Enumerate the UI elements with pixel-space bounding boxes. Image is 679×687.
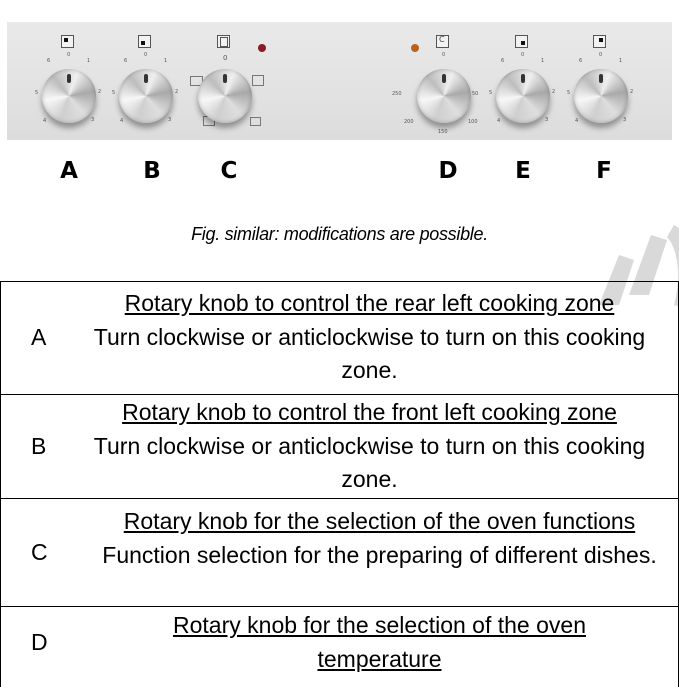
temp-scale-0: 0 [442, 52, 446, 58]
scale-2: 2 [552, 89, 556, 95]
scale-0: 0 [223, 54, 228, 62]
scale-2: 2 [175, 89, 179, 95]
knob-group-e [483, 22, 563, 140]
zone-front-right-icon [515, 35, 528, 48]
scale-1: 1 [164, 58, 168, 64]
knob-label-e: E [515, 158, 531, 184]
temp-scale-100: 100 [468, 119, 478, 125]
scale-6: 6 [579, 58, 583, 64]
scale-5: 5 [489, 90, 493, 96]
knob-c[interactable] [198, 69, 252, 123]
scale-2: 2 [630, 89, 634, 95]
row-key: D [31, 629, 48, 656]
scale-1: 1 [541, 58, 545, 64]
knob-label-f: F [596, 158, 612, 184]
scale-0: 0 [67, 52, 71, 58]
scale-5: 5 [567, 90, 571, 96]
figure-caption: Fig. similar: modifications are possible. [191, 224, 488, 244]
knob-pointer [144, 74, 148, 83]
scale-5: 5 [35, 90, 39, 96]
oven-function-icon [217, 35, 230, 48]
row-key: A [31, 324, 47, 351]
scale-6: 6 [124, 58, 128, 64]
zone-rear-right-icon [593, 35, 606, 48]
knob-e[interactable] [496, 69, 550, 123]
knob-pointer [521, 74, 525, 83]
scale-5: 5 [112, 90, 116, 96]
scale-3: 3 [91, 117, 95, 123]
controls-table [0, 281, 679, 687]
scale-2: 2 [98, 89, 102, 95]
scale-0: 0 [144, 52, 148, 58]
scale-4: 4 [120, 118, 124, 124]
knob-group-c [185, 22, 265, 140]
knob-pointer [223, 74, 227, 83]
knob-group-f [561, 22, 641, 140]
scale-3: 3 [623, 117, 627, 123]
control-panel-figure [7, 22, 672, 140]
scale-3: 3 [168, 117, 172, 123]
zone-rear-left-icon [61, 35, 74, 48]
knob-label-c: C [220, 158, 238, 184]
table-row-d [0, 607, 679, 687]
row-key: B [31, 432, 47, 459]
knob-a[interactable] [42, 69, 96, 123]
knob-pointer [67, 74, 71, 83]
knob-label-a: A [60, 158, 78, 184]
knob-label-d: D [438, 158, 458, 184]
scale-6: 6 [501, 58, 505, 64]
scale-1: 1 [87, 58, 91, 64]
table-row-b [0, 395, 679, 499]
knob-pointer [442, 74, 446, 83]
scale-0: 0 [521, 52, 525, 58]
row-title: Rotary knob to control the front left cooking zone [122, 399, 617, 425]
row-title: Rotary knob for the selection of the oven temperature [173, 612, 586, 672]
knob-d[interactable] [417, 69, 471, 123]
knob-group-b [106, 22, 186, 140]
row-description: Function selection for the preparing of different dishes. [102, 541, 657, 568]
table-row-a [0, 282, 679, 395]
row-title: Rotary knob for the selection of the oven functions [123, 508, 636, 534]
oven-symbol-icon [252, 75, 264, 86]
knob-label-b: B [143, 158, 161, 184]
row-description: Turn clockwise or anticlockwise to turn on this cooking zone. [93, 432, 646, 492]
oven-function-lamp [258, 44, 266, 52]
knob-pointer [599, 74, 603, 83]
scale-1: 1 [619, 58, 623, 64]
scale-4: 4 [575, 118, 579, 124]
scale-6: 6 [47, 58, 51, 64]
scale-4: 4 [43, 118, 47, 124]
scale-4: 4 [497, 118, 501, 124]
temp-scale-200: 200 [404, 119, 414, 125]
scale-3: 3 [545, 117, 549, 123]
row-title: Rotary knob to control the rear left cooking zone [124, 290, 615, 316]
row-key: C [31, 538, 48, 565]
knob-b[interactable] [119, 69, 173, 123]
temp-scale-150: 150 [438, 129, 448, 135]
knob-group-d [392, 22, 484, 140]
temp-scale-50: 50 [472, 91, 479, 97]
temp-scale-250: 250 [392, 91, 402, 97]
table-row-c [0, 499, 679, 607]
zone-front-left-icon [138, 35, 151, 48]
oven-symbol-icon [250, 117, 261, 126]
scale-0: 0 [599, 52, 603, 58]
row-description: Turn clockwise or anticlockwise to turn on this cooking zone. [93, 323, 646, 383]
oven-temperature-icon: C [436, 35, 449, 48]
knob-group-a [29, 22, 109, 140]
knob-f[interactable] [574, 69, 628, 123]
